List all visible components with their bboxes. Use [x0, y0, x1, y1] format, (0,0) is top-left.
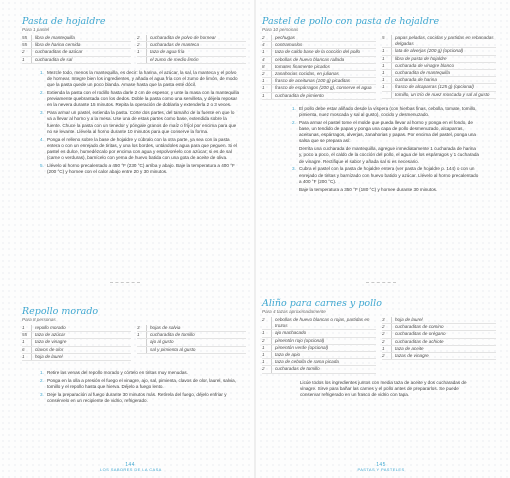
recipe-step — [40, 378, 240, 390]
recipe-pasta-de-hojaldre — [22, 16, 246, 177]
ingredient-item — [262, 78, 376, 85]
ingredient-qty: 1 — [262, 49, 272, 55]
ingredient-text: taza de cebolla de rama picada — [275, 359, 339, 365]
recipe-portion: Para 8 personas — [22, 317, 56, 322]
recipe-step — [292, 120, 480, 145]
ingredient-qty: 55 — [22, 42, 32, 48]
ingredient-item — [22, 332, 131, 339]
ingredient-list — [22, 325, 246, 361]
ingredient-qty: 1 — [382, 56, 392, 62]
ingredient-text: cucharadas de tomillo — [275, 366, 320, 372]
ingredient-text: taza de apio — [275, 352, 301, 358]
ingredient-item — [382, 346, 496, 353]
ingredient-item — [22, 354, 131, 361]
recipe-step — [292, 187, 480, 193]
recipe-step — [40, 392, 240, 404]
ingredient-qty: 2 — [382, 324, 392, 330]
ingredient-text: cucharada de vinagre blanco — [395, 62, 454, 68]
ingredient-qty: 1 — [137, 332, 147, 338]
ingredient-item — [382, 92, 496, 99]
ingredient-item — [262, 366, 376, 373]
running-footer-label: LOS SABORES DE LA CASA — [100, 467, 162, 472]
step-text: Extienda la pasta con el rodillo hasta darle 2 cm de espesor, y unte la masa con la mantequilla previamente quebrantada con los dedos. Doble la pasta como una servilleta, y déjela reposar en la nevera durante 15 minutos. Repita la operación de doblarla y extenderla 2 o 3 veces. — [47, 90, 240, 108]
ingredient-qty: 3 — [382, 317, 392, 323]
step-number — [292, 146, 299, 165]
ingredient-item — [382, 63, 496, 70]
step-number: 4. — [40, 136, 44, 142]
recipe-portion: Para 4 tazas aproximadamente — [262, 309, 326, 314]
ingredient-text: libra de mantequilla — [35, 35, 75, 40]
ingredient-item — [262, 64, 376, 71]
ingredient-item — [22, 42, 131, 49]
ingredient-text: ajo machacado — [275, 330, 307, 336]
ingredient-qty: 1 — [22, 57, 32, 63]
ingredient-item — [22, 325, 131, 332]
ingredient-item — [137, 339, 246, 346]
ingredient-text: taza de caldo base de la cocción del pollo — [275, 49, 361, 55]
ingredient-qty: 1 — [382, 70, 392, 76]
ingredient-text: pechugas — [275, 35, 295, 40]
ingredient-item — [262, 352, 376, 359]
step-text: Deje la preparación al fuego durante 30 minutos más. Retírela del fuego, déjelo enfriar y consérvelo en un recipiente de vidrio, refrigerado. — [47, 391, 227, 404]
ingredient-item — [382, 70, 496, 77]
ingredient-column-left — [262, 35, 376, 100]
recipe-instructions: Licúe todos los ingredientes juntos con media taza de aceite y dos cucharadas de vinagre. Sirve para bañar las carnes y el pollo antes de prepararlos. Se puede conservar refrigerado en un frasco de vidrio con tapa. — [300, 379, 467, 398]
ingredient-qty: 2 — [137, 42, 147, 48]
ingredient-text: cucharadita de sal — [35, 56, 73, 62]
ingredient-item — [262, 85, 376, 92]
ingredient-item — [22, 49, 131, 56]
ingredient-item — [382, 353, 496, 360]
ingredient-list — [262, 35, 496, 100]
ingredient-item — [262, 93, 376, 100]
ingredient-qty: 55 — [22, 332, 32, 338]
recipe-title: Aliño para carnes y pollo — [262, 298, 382, 309]
ingredient-qty: 4 — [262, 57, 272, 63]
ingredient-text: cucharadita de pimiento — [275, 92, 324, 98]
ingredient-text: ajo al gusto — [150, 339, 174, 345]
step-number: 2. — [40, 90, 44, 96]
ingredient-item — [137, 332, 246, 339]
ingredient-text: tomates finamente picados — [275, 63, 330, 69]
recipe-step — [40, 370, 240, 376]
ingredient-item — [382, 317, 496, 324]
ingredient-qty: 1 — [262, 345, 272, 351]
page-number: 145 — [376, 462, 386, 468]
ingredient-text: cucharaditas de orégano — [395, 331, 446, 337]
section-divider — [110, 282, 140, 283]
ingredient-text: cebollas de huevo blancas rallada — [275, 56, 345, 62]
ingredient-qty: 1 — [382, 48, 392, 54]
ingredient-item — [137, 35, 246, 42]
page-footer — [351, 462, 411, 473]
step-text: Llévelo al horno precalentado a 450 °F (230 °C) arriba y abajo. Baje la temperatura a 400 °F (200 °C) y hornee con el calor abajo entre 20 y 30 minutos. — [47, 163, 235, 175]
ingredient-column-left — [22, 35, 131, 64]
recipe-portion: Para 10 personas — [262, 27, 299, 32]
step-text: Para armar el pastel tome el molde que pueda llevar al horno y ponga en el fondo, de base, un tendido de papas y ponga una capa de pollo desmenuzado, alcaparras, aceitunas, espárragos, alverjas, zanahorias y papas. Por encima del pastel, ponga una salsa que se prepara así: — [299, 119, 476, 144]
ingredient-qty: 1 — [382, 84, 392, 90]
ingredient-list — [22, 35, 246, 64]
recipe-portion: Para 1 pastel — [22, 27, 50, 32]
ingredient-item — [262, 71, 376, 78]
step-text: Retire las venas del repollo morado y córtelo en tiritas muy menudas. — [47, 370, 188, 376]
step-text: Derrita una cucharada de mantequilla, agregue inmediatamente 1 cucharada de harina y, poco a poco, el caldo de la cocción del pollo, el agua de los espárragos y 1 cucharada de vinagre. Rectifique el sabor y añada sal si es necesario. — [299, 146, 479, 164]
ingredient-qty: 2 — [382, 339, 392, 345]
ingredient-text: cebollas de huevo blancas o rojas, partidas en trozos — [275, 317, 370, 329]
recipe-step — [40, 163, 240, 175]
ingredient-text: cucharaditas de comino — [395, 324, 444, 330]
recipe-step — [40, 110, 240, 135]
step-text: Para armar un pastel, extienda la pasta. Corte dos partes, del tamaño de la fuente en que lo va a llevar al horno y a la mesa. Use una de estas partes como base, extendida sobre la fuente. Chuce la pasta con un tenedor y póngale granos de maíz o fríjol por encima para que no se levante. Llévela al horno durante 10 minutos para que conserve la forma. — [47, 110, 237, 134]
ingredient-qty: 2 — [262, 338, 272, 344]
recipe-step — [40, 90, 240, 109]
recipe-pastel-de-pollo — [262, 16, 496, 194]
step-text: Cubra el pastel con la pasta de hojaldre entera (ver pasta de hojaldre p. 144) o con un enrejado de tiritas y barnízado con huevo batido y azúcar. Llévelo al horno precalentado a 400 °F (200 °C). — [299, 166, 479, 184]
ingredient-qty: 1 — [382, 346, 392, 352]
step-number: 3. — [40, 391, 44, 397]
step-text: Baje la temperatura a 350 °F (180 °C) y hornee durante 30 minutos. — [299, 186, 438, 192]
ingredient-text: cucharaditas de achiote — [395, 338, 444, 344]
ingredient-item — [382, 35, 496, 48]
ingredient-text: cucharadita de mantequilla — [395, 70, 450, 76]
ingredient-text: frasco de alcaparras (125 g) (opcional) — [395, 84, 474, 90]
ingredient-text: hoja de laurel — [395, 317, 423, 322]
ingredient-qty: 2 — [382, 331, 392, 337]
recipe-steps — [22, 70, 246, 176]
ingredient-item — [262, 49, 376, 56]
step-number: 1. — [40, 370, 44, 376]
ingredient-text: tazas de vinagre — [395, 353, 429, 359]
page-number: 144 — [125, 462, 135, 468]
ingredient-qty: 1 — [262, 352, 272, 358]
ingredient-qty: 2 — [382, 353, 392, 359]
ingredient-item — [22, 339, 131, 346]
ingredient-column-right — [131, 325, 246, 361]
recipe-title: Pastel de pollo con pasta de hojaldre — [262, 16, 440, 27]
ingredient-qty: 2 — [137, 35, 147, 41]
step-number — [292, 187, 299, 193]
ingredient-item — [382, 77, 496, 84]
ingredient-item — [382, 339, 496, 346]
ingredient-text: el zumo de medio limón — [150, 56, 199, 62]
running-footer-label: PASTAS Y PASTELES — [357, 467, 405, 472]
ingredient-item — [262, 42, 376, 49]
recipe-step — [292, 166, 480, 185]
ingredient-item — [22, 57, 131, 64]
ingredient-text: lata de alverjas (200 g) (opcional) — [395, 48, 464, 54]
ingredient-qty: 2 — [262, 317, 272, 329]
recipe-title: Pasta de hojaldre — [22, 16, 106, 27]
ingredient-text: taza de vinagre — [35, 339, 67, 345]
ingredient-item — [137, 42, 246, 49]
ingredient-text: zanahorias cocidas, en julianas — [275, 71, 339, 77]
ingredient-text: cucharadita de tomillo — [150, 332, 195, 338]
page-footer — [100, 462, 160, 473]
ingredient-qty: 1 — [262, 330, 272, 336]
step-number: 2. — [292, 119, 296, 125]
ingredient-column-right — [131, 35, 246, 64]
ingredient-item — [22, 35, 131, 42]
ingredient-text: clavos de olor — [35, 346, 64, 352]
ingredient-text: cucharadita de polvo de hornear — [150, 35, 216, 40]
step-text: Ponga el relleno sobre la base de hojaldre y cúbralo con la otra parte, ya sea con la pasta entera o con un enrejado de tiritas, y una los bordes, untándoles agua para que peguen. Si el pastel es dulce, humedézcalo por encima con agua y espolvoréelo con azúcar; si es de sal (carne o verduras), barnícelo con yema de huevo batida con una gota de aceite de oliva. — [47, 136, 238, 161]
ingredient-qty: 1 — [137, 49, 147, 55]
ingredient-text: frasco de espárragos (200 g), conserve el agua — [275, 85, 372, 91]
step-text: Mezcle todo, menos la mantequilla, es decir: la harina, el azúcar, la sal, la manteca y el polvo de hornear. Integre bien los ingredientes, y añada el agua fría con el zumo de limón, de modo que la pasta quede un poco blanda. Amase hasta que la pasta esté dócil. — [47, 69, 238, 88]
ingredient-item — [382, 84, 496, 91]
ingredient-qty: 2 — [262, 71, 272, 77]
left-page — [0, 0, 254, 478]
ingredient-qty: 1 — [382, 77, 392, 83]
ingredient-item — [22, 347, 131, 354]
ingredient-text: cucharaditas de azúcar — [35, 49, 83, 55]
ingredient-item — [262, 330, 376, 337]
ingredient-text: hoja de laurel — [35, 353, 63, 359]
recipe-step — [292, 106, 480, 118]
ingredient-column-right — [376, 317, 496, 374]
ingredient-qty: 1 — [262, 359, 272, 365]
ingredient-text: taza de aceite — [395, 345, 424, 351]
ingredient-item — [382, 331, 496, 338]
ingredient-qty: 1 — [22, 339, 32, 345]
ingredient-qty: 5 — [382, 35, 392, 47]
step-number: 3. — [292, 166, 296, 172]
step-number: 3. — [40, 110, 44, 116]
recipe-steps — [22, 370, 246, 404]
step-text: El pollo debe estar aliñado desde la víspera (con hierbas finas, cebolla, tomate, tomillo, pimienta, nuez moscada y sal al gusto), cocido y desmenuzado. — [299, 105, 477, 118]
ingredient-qty — [137, 339, 147, 345]
ingredient-item — [382, 56, 496, 63]
ingredient-qty: 1 — [22, 354, 32, 360]
recipe-step — [40, 137, 240, 162]
ingredient-text: taza de agua fría — [150, 49, 185, 55]
recipe-step — [40, 70, 240, 89]
recipe-alino-para-carnes — [262, 298, 496, 398]
ingredient-item — [262, 317, 376, 330]
step-number: 1. — [292, 105, 296, 111]
ingredient-item — [262, 57, 376, 64]
ingredient-qty: 6 — [22, 347, 32, 353]
ingredient-qty: 55 — [22, 35, 32, 41]
right-page — [256, 0, 510, 478]
ingredient-column-right — [376, 35, 496, 100]
ingredient-qty — [382, 92, 392, 98]
ingredient-text: pimentón rojo (opcional) — [275, 337, 325, 343]
recipe-repollo-morado — [22, 306, 246, 406]
ingredient-text: libra de harina cernida — [35, 42, 81, 48]
ingredient-qty: 2 — [22, 49, 32, 55]
ingredient-item — [262, 338, 376, 345]
ingredient-text: sal y pimienta al gusto — [150, 346, 196, 352]
ingredient-text: libra de pasta de hojaldre — [395, 55, 447, 61]
ingredient-text: frasco de aceitunas (100 g) picaditas — [275, 78, 351, 84]
ingredient-qty: 2 — [262, 35, 272, 41]
ingredient-qty: 1 — [22, 325, 32, 331]
ingredient-text: taza de azúcar — [35, 332, 66, 338]
ingredient-text: pimentón verde (opcional) — [275, 344, 329, 350]
recipe-step — [292, 146, 480, 165]
ingredient-item — [262, 345, 376, 352]
ingredient-column-left — [262, 317, 376, 374]
ingredient-text: papas peladas, cocidas y partidas en rebanadas delgadas — [395, 35, 494, 47]
ingredient-item — [382, 324, 496, 331]
ingredient-column-left — [22, 325, 131, 361]
ingredient-qty: 2 — [262, 366, 272, 372]
ingredient-qty: 3 — [137, 325, 147, 331]
ingredient-list — [262, 317, 496, 374]
ingredient-qty: 8 — [262, 64, 272, 70]
ingredient-text: cucharadas de manteca — [150, 42, 200, 48]
ingredient-item — [137, 347, 246, 354]
ingredient-text: tomillo, un trío de nuez moscada y sal al gusto — [395, 91, 490, 97]
ingredient-qty: 4 — [262, 42, 272, 48]
ingredient-item — [382, 48, 496, 55]
ingredient-qty — [137, 57, 147, 63]
ingredient-item — [137, 325, 246, 332]
ingredient-qty: 1 — [262, 78, 272, 84]
ingredient-text: cucharada de harina — [395, 77, 437, 83]
step-number: 2. — [40, 377, 44, 383]
ingredient-item — [262, 35, 376, 42]
step-number: 5. — [40, 163, 44, 169]
ingredient-text: contramuslos — [275, 42, 303, 48]
ingredient-text: hojas de salvia — [150, 325, 181, 330]
ingredient-qty: 1 — [262, 93, 272, 99]
section-divider — [366, 282, 396, 283]
step-text: Ponga en la olla a presión el fuego el vinagre, ajo, sal, pimienta, clavos de olor, laurel, salvia, tomillo y el repollo hasta que hierva. Déjelo a fuego lento. — [47, 377, 236, 390]
recipe-title: Repollo morado — [22, 306, 99, 317]
recipe-steps — [262, 106, 496, 193]
ingredient-item — [262, 359, 376, 366]
ingredient-qty — [137, 347, 147, 353]
ingredient-qty: 1 — [382, 63, 392, 69]
ingredient-item — [137, 57, 246, 64]
ingredient-item — [137, 49, 246, 56]
ingredient-qty: 1 — [262, 85, 272, 91]
ingredient-text: repollo morado — [35, 325, 66, 330]
step-number: 1. — [40, 69, 44, 75]
